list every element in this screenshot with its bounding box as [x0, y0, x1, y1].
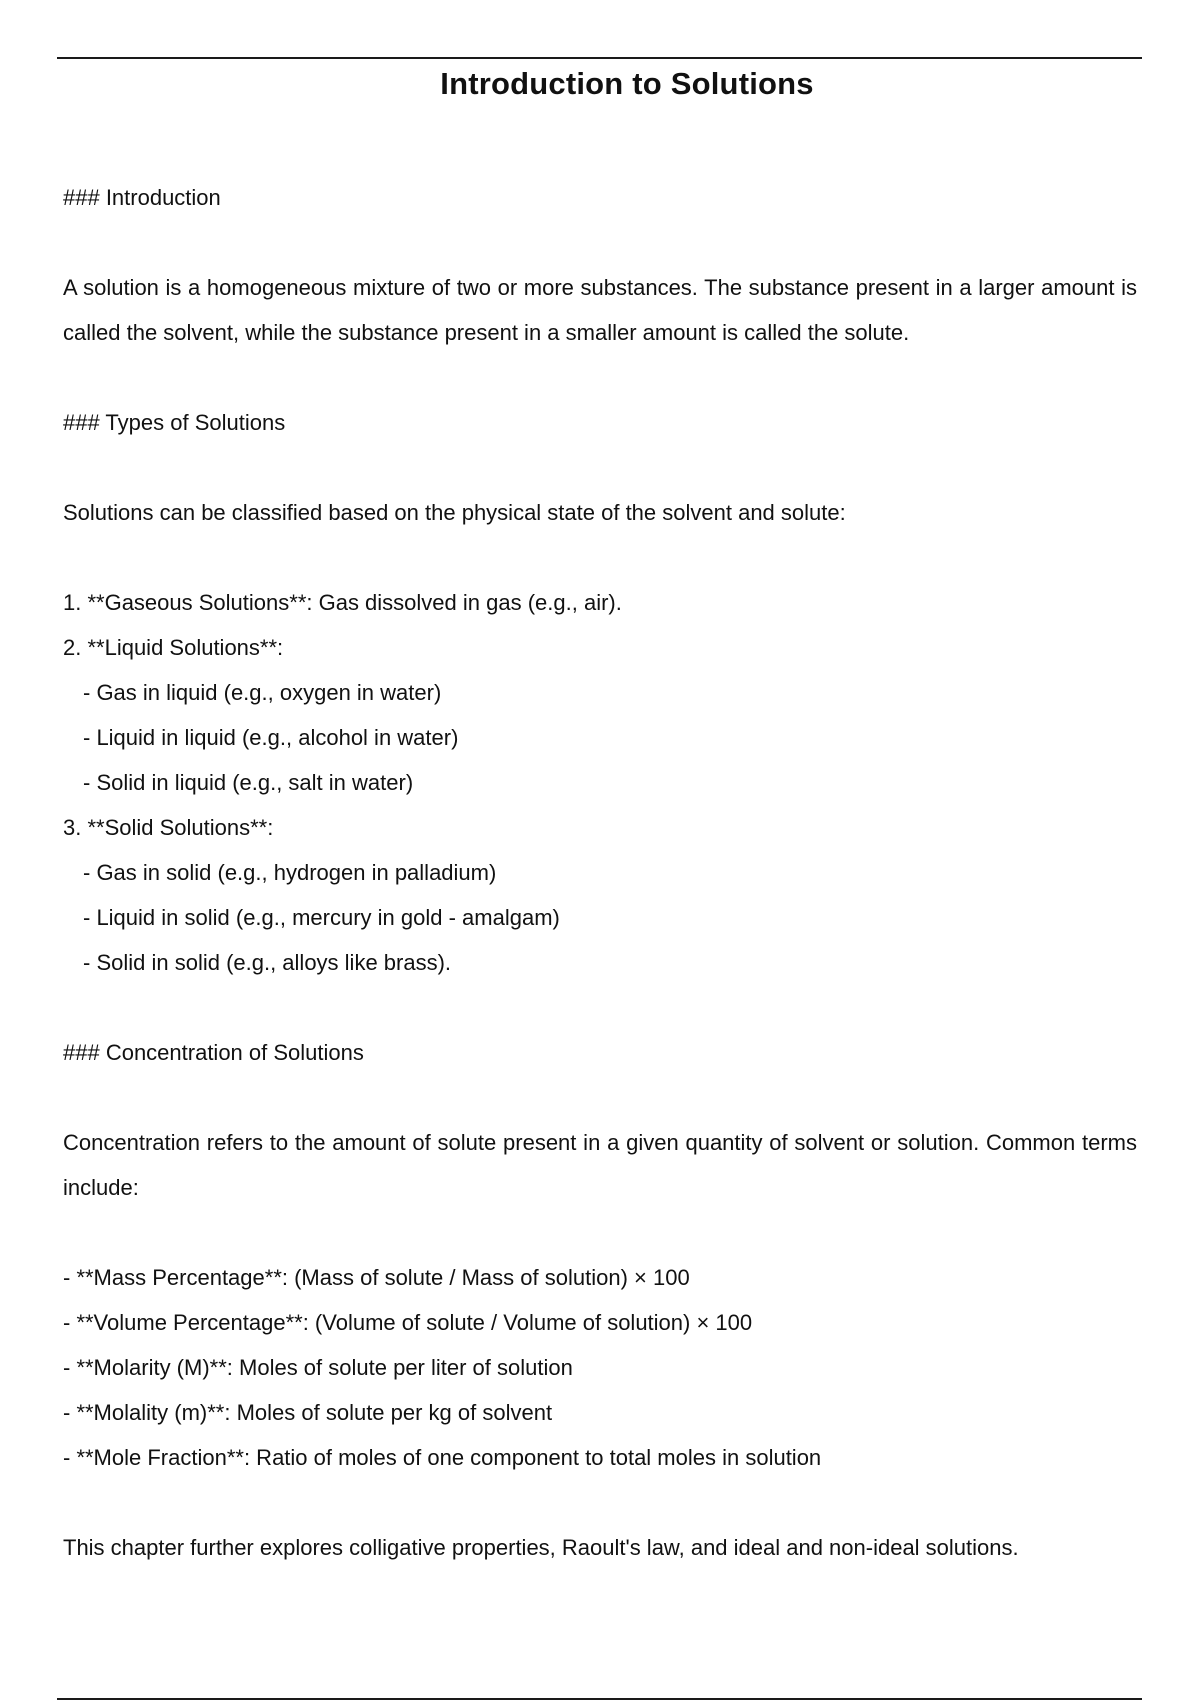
list-subitem: - Gas in liquid (e.g., oxygen in water): [83, 680, 442, 705]
document-title: Introduction to Solutions: [440, 66, 814, 101]
list-subitem: - Liquid in liquid (e.g., alcohol in water): [83, 725, 459, 750]
section-heading-concentration: ### Concentration of Solutions: [63, 1040, 364, 1065]
types-list: [63, 580, 1137, 985]
list-item: - **Mass Percentage**: (Mass of solute / Mass of solution) × 100: [63, 1265, 690, 1290]
types-lead-paragraph: Solutions can be classified based on the physical state of the solvent and solute:: [63, 500, 846, 525]
list-item: - **Volume Percentage**: (Volume of solute / Volume of solution) × 100: [63, 1310, 753, 1335]
list-item: 1. **Gaseous Solutions**: Gas dissolved in gas (e.g., air).: [63, 590, 622, 615]
concentration-list: [63, 1255, 1137, 1480]
list-item: - **Mole Fraction**: Ratio of moles of one component to total moles in solution: [63, 1445, 822, 1470]
document-body: [63, 175, 1137, 1570]
concentration-paragraph: Concentration refers to the amount of solute present in a given quantity of solvent or solution. Common terms include:: [63, 1130, 1137, 1200]
list-subitem: - Solid in liquid (e.g., salt in water): [83, 770, 414, 795]
list-subitem: - Solid in solid (e.g., alloys like brass).: [83, 950, 452, 975]
list-item: 2. **Liquid Solutions**:: [63, 635, 284, 660]
section-heading-introduction: ### Introduction: [63, 185, 221, 210]
list-item: 3. **Solid Solutions**:: [63, 815, 274, 840]
list-subitem: - Gas in solid (e.g., hydrogen in palladium): [83, 860, 497, 885]
intro-paragraph: A solution is a homogeneous mixture of two or more substances. The substance present in a larger amount is called the solvent, while the substance present in a smaller amount is called the solute.: [63, 275, 1137, 345]
list-item: - **Molality (m)**: Moles of solute per kg of solvent: [63, 1400, 553, 1425]
section-heading-types: ### Types of Solutions: [63, 410, 286, 435]
list-subitem: - Liquid in solid (e.g., mercury in gold - amalgam): [83, 905, 560, 930]
top-rule: [57, 57, 1142, 59]
closing-paragraph: This chapter further explores colligative properties, Raoult's law, and ideal and non-ideal solutions.: [63, 1535, 1019, 1560]
list-item: - **Molarity (M)**: Moles of solute per liter of solution: [63, 1355, 573, 1380]
